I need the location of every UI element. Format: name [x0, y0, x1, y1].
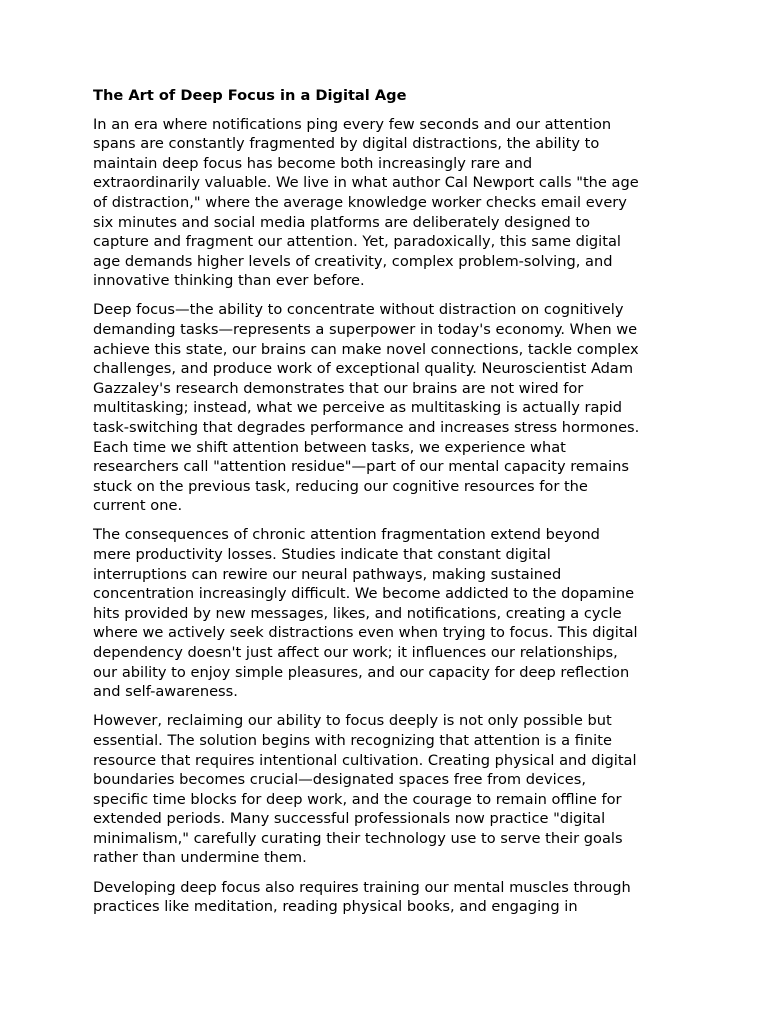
text-line: In an era where notifications ping every few seconds and our attention	[93, 115, 612, 133]
text-line: Each time we shift attention between tasks, we experience what	[93, 438, 566, 456]
text-line: of distraction," where the average knowledge worker checks email every	[93, 193, 627, 211]
text-line: minimalism," carefully curating their technology use to serve their goals	[93, 829, 623, 847]
text-line: stuck on the previous task, reducing our cognitive resources for the	[93, 477, 588, 495]
text-line: essential. The solution begins with recognizing that attention is a finite	[93, 731, 612, 749]
text-line: capture and fragment our attention. Yet, paradoxically, this same digital	[93, 233, 621, 251]
text-line: Deep focus—the ability to concentrate without distraction on cognitively	[93, 301, 624, 319]
paragraph-4	[93, 711, 683, 868]
paragraph-2	[93, 300, 683, 516]
text-line: hits provided by new messages, likes, and notifications, creating a cycle	[93, 604, 622, 622]
text-line: demanding tasks—represents a superpower in today's economy. When we	[93, 321, 638, 339]
text-line: resource that requires intentional cultivation. Creating physical and digital	[93, 751, 637, 769]
document-title: The Art of Deep Focus in a Digital Age	[93, 87, 407, 104]
text-line: current one.	[93, 497, 183, 515]
text-line: However, reclaiming our ability to focus deeply is not only possible but	[93, 712, 612, 730]
text-line: innovative thinking than ever before.	[93, 272, 365, 290]
paragraph-3	[93, 525, 683, 701]
text-line: extended periods. Many successful professionals now practice "digital	[93, 810, 606, 828]
paragraph-5	[93, 878, 683, 917]
text-line: rather than undermine them.	[93, 849, 307, 867]
text-line: age demands higher levels of creativity, complex problem-solving, and	[93, 252, 613, 270]
text-line: six minutes and social media platforms are deliberately designed to	[93, 213, 591, 231]
document-body	[93, 86, 683, 926]
text-line: concentration increasingly difficult. We become addicted to the dopamine	[93, 585, 635, 603]
text-line: task-switching that degrades performance and increases stress hormones.	[93, 419, 640, 436]
text-line: challenges, and produce work of exceptional quality. Neuroscientist Adam	[93, 360, 634, 378]
text-line: Gazzaley's research demonstrates that our brains are not wired for	[93, 379, 584, 397]
text-line: mere productivity losses. Studies indicate that constant digital	[93, 546, 551, 564]
text-line: and self-awareness.	[93, 683, 238, 701]
text-line: achieve this state, our brains can make novel connections, tackle complex	[93, 340, 639, 358]
text-line: multitasking; instead, what we perceive as multitasking is actually rapid	[93, 399, 623, 417]
text-line: our ability to enjoy simple pleasures, and our capacity for deep reflection	[93, 663, 630, 681]
text-line: interruptions can rewire our neural pathways, making sustained	[93, 565, 562, 583]
text-line: The consequences of chronic attention fragmentation extend beyond	[93, 526, 600, 544]
text-line: practices like meditation, reading physical books, and engaging in	[93, 898, 578, 916]
paragraph-1	[93, 115, 683, 291]
text-line: maintain deep focus has become both increasingly rare and	[93, 154, 533, 172]
text-line: where we actively seek distractions even when trying to focus. This digital	[93, 624, 638, 642]
text-line: researchers call "attention residue"—part of our mental capacity remains	[93, 458, 629, 476]
text-line: boundaries becomes crucial—designated spaces free from devices,	[93, 771, 586, 789]
text-line: specific time blocks for deep work, and the courage to remain offline for	[93, 790, 622, 808]
text-line: spans are constantly fragmented by digital distractions, the ability to	[93, 135, 600, 153]
text-line: Developing deep focus also requires training our mental muscles through	[93, 878, 631, 896]
text-line: extraordinarily valuable. We live in what author Cal Newport calls "the age	[93, 174, 639, 192]
text-line: dependency doesn't just affect our work; it influences our relationships,	[93, 644, 618, 662]
